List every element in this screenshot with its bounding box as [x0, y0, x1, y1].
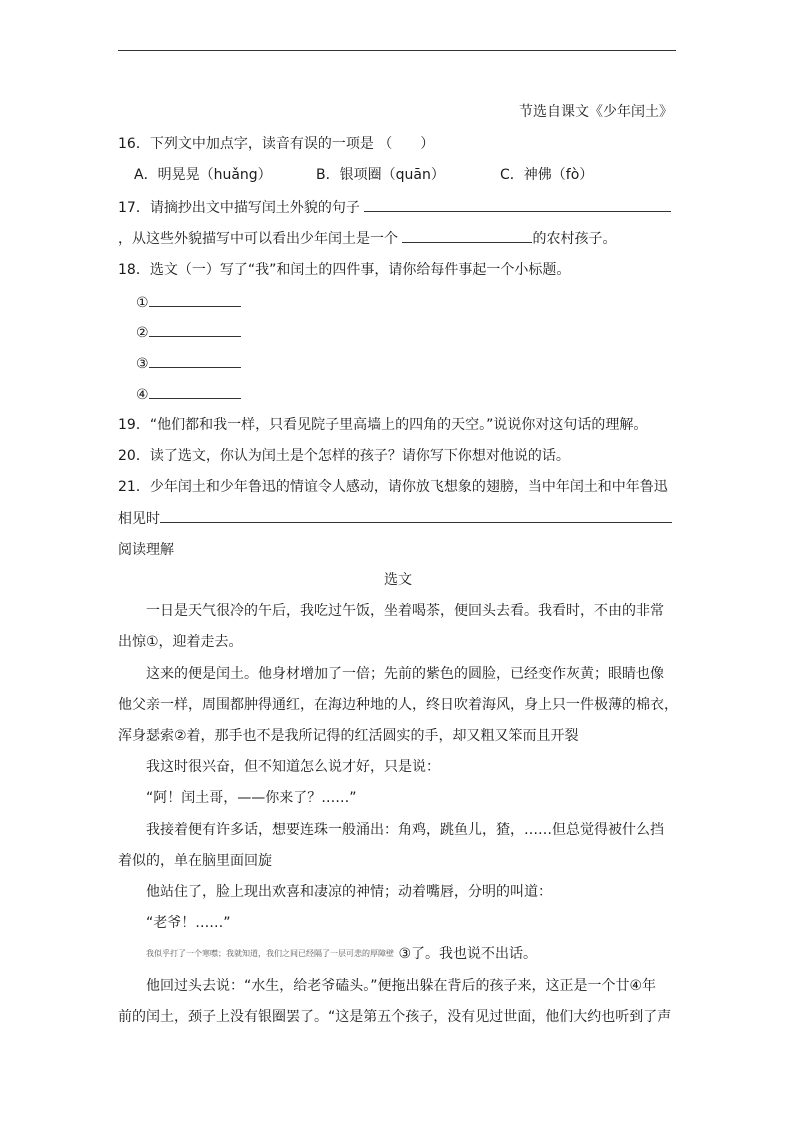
item-marker: ③	[136, 356, 149, 372]
passage-p9-line2: 前的闰土，颈子上没有银圈罢了。“这是第五个孩子，没有见过世面，他们大约也听到了声	[118, 1009, 672, 1025]
passage-p8	[146, 944, 537, 964]
question-20: 20．读了选文，你认为闰土是个怎样的孩子？请你写下你想对他说的话。	[118, 448, 570, 464]
answer-blank[interactable]	[364, 197, 671, 212]
passage-p7: “老爷！……”	[146, 915, 231, 931]
passage-p4: “阿！闰土哥，——你来了？……”	[146, 790, 357, 806]
question-17-line2	[118, 228, 616, 249]
q17-prompt-2b: 的农村孩子。	[532, 231, 617, 247]
q18-item-4	[136, 384, 241, 405]
header-rule	[118, 50, 676, 51]
passage-p6: 他站住了，脸上现出欢喜和凄凉的神情；动着嘴唇，分明的叫道：	[146, 884, 552, 900]
passage-p8-rest: ③了。我也说不出话。	[398, 946, 538, 962]
passage-p3: 我这时很兴奋，但不知道怎么说才好，只是说：	[146, 759, 440, 775]
q17-prompt: 17．请摘抄出文中描写闰土外貌的句子	[118, 200, 365, 216]
answer-blank[interactable]	[160, 508, 672, 523]
question-21-line1: 21．少年闰土和少年鲁迅的情谊令人感动，请你放飞想象的翅膀，当中年闰土和中年鲁迅	[118, 479, 668, 495]
source-line: 节选自课文《少年闰土》	[519, 104, 673, 120]
question-21-line2	[118, 508, 672, 529]
answer-blank[interactable]	[149, 292, 241, 307]
item-marker: ④	[136, 387, 149, 403]
q17-prompt-2a: ，从这些外貌描写中可以看出少年闰土是一个	[118, 231, 403, 247]
section-label: 阅读理解	[118, 542, 174, 558]
passage-title: 选文	[384, 572, 412, 588]
passage-p2-line2: 他父亲一样，周围都肿得通红，在海边种地的人，终日吹着海风，身上只一件极薄的棉衣，	[118, 697, 678, 713]
question-16: 16．下列文中加点字，读音有误的一项是 （ ）	[118, 136, 435, 152]
q16-option-c: C．神佛（fò）	[500, 167, 594, 183]
passage-p2-line1: 这来的便是闰土。他身材增加了一倍；先前的紫色的圆脸，已经变作灰黄；眼睛也像	[146, 666, 664, 682]
passage-p1-line1: 一日是天气很冷的午后，我吃过午饭，坐着喝茶，便回头去看。我看时，不由的非常	[146, 603, 664, 619]
answer-blank[interactable]	[402, 228, 532, 243]
passage-p9-line1: 他回过头去说：“水生，给老爷磕头。”便拖出躲在背后的孩子来，这正是一个廿④年	[146, 978, 657, 994]
item-marker: ②	[136, 325, 149, 341]
q16-option-b: B．银项圈（quān）	[316, 167, 445, 183]
answer-blank[interactable]	[149, 353, 241, 368]
passage-p1-line2: 出惊①，迎着走去。	[118, 634, 243, 650]
passage-p5-line1: 我接着便有许多话，想要连珠一般涌出：角鸡，跳鱼儿，猹，……但总觉得被什么挡	[146, 822, 664, 838]
q18-item-1	[136, 292, 241, 313]
question-17-line1	[118, 197, 671, 218]
q21-prompt-2: 相见时	[118, 511, 160, 527]
item-marker: ①	[136, 295, 149, 311]
q18-item-3	[136, 353, 241, 374]
question-18: 18．选文（一）写了“我”和闰土的四件事，请你给每件事起一个小标题。	[118, 262, 571, 278]
q18-item-2	[136, 322, 241, 343]
passage-p2-line3: 浑身瑟索②着，那手也不是我所记得的红活圆实的手，却又粗又笨而且开裂	[118, 728, 579, 744]
question-19: 19．“他们都和我一样，只看见院子里高墙上的四角的天空。”说说你对这句话的理解。	[118, 417, 648, 433]
q16-option-a: A．明晃晃（huǎng）	[134, 167, 272, 183]
answer-blank[interactable]	[149, 384, 241, 399]
passage-p5-line2: 着似的，单在脑里面回旋	[118, 853, 272, 869]
passage-p8-small-text: 我似乎打了一个寒噤；我就知道，我们之间已经隔了一层可悲的厚障壁	[146, 949, 394, 958]
answer-blank[interactable]	[149, 322, 241, 337]
